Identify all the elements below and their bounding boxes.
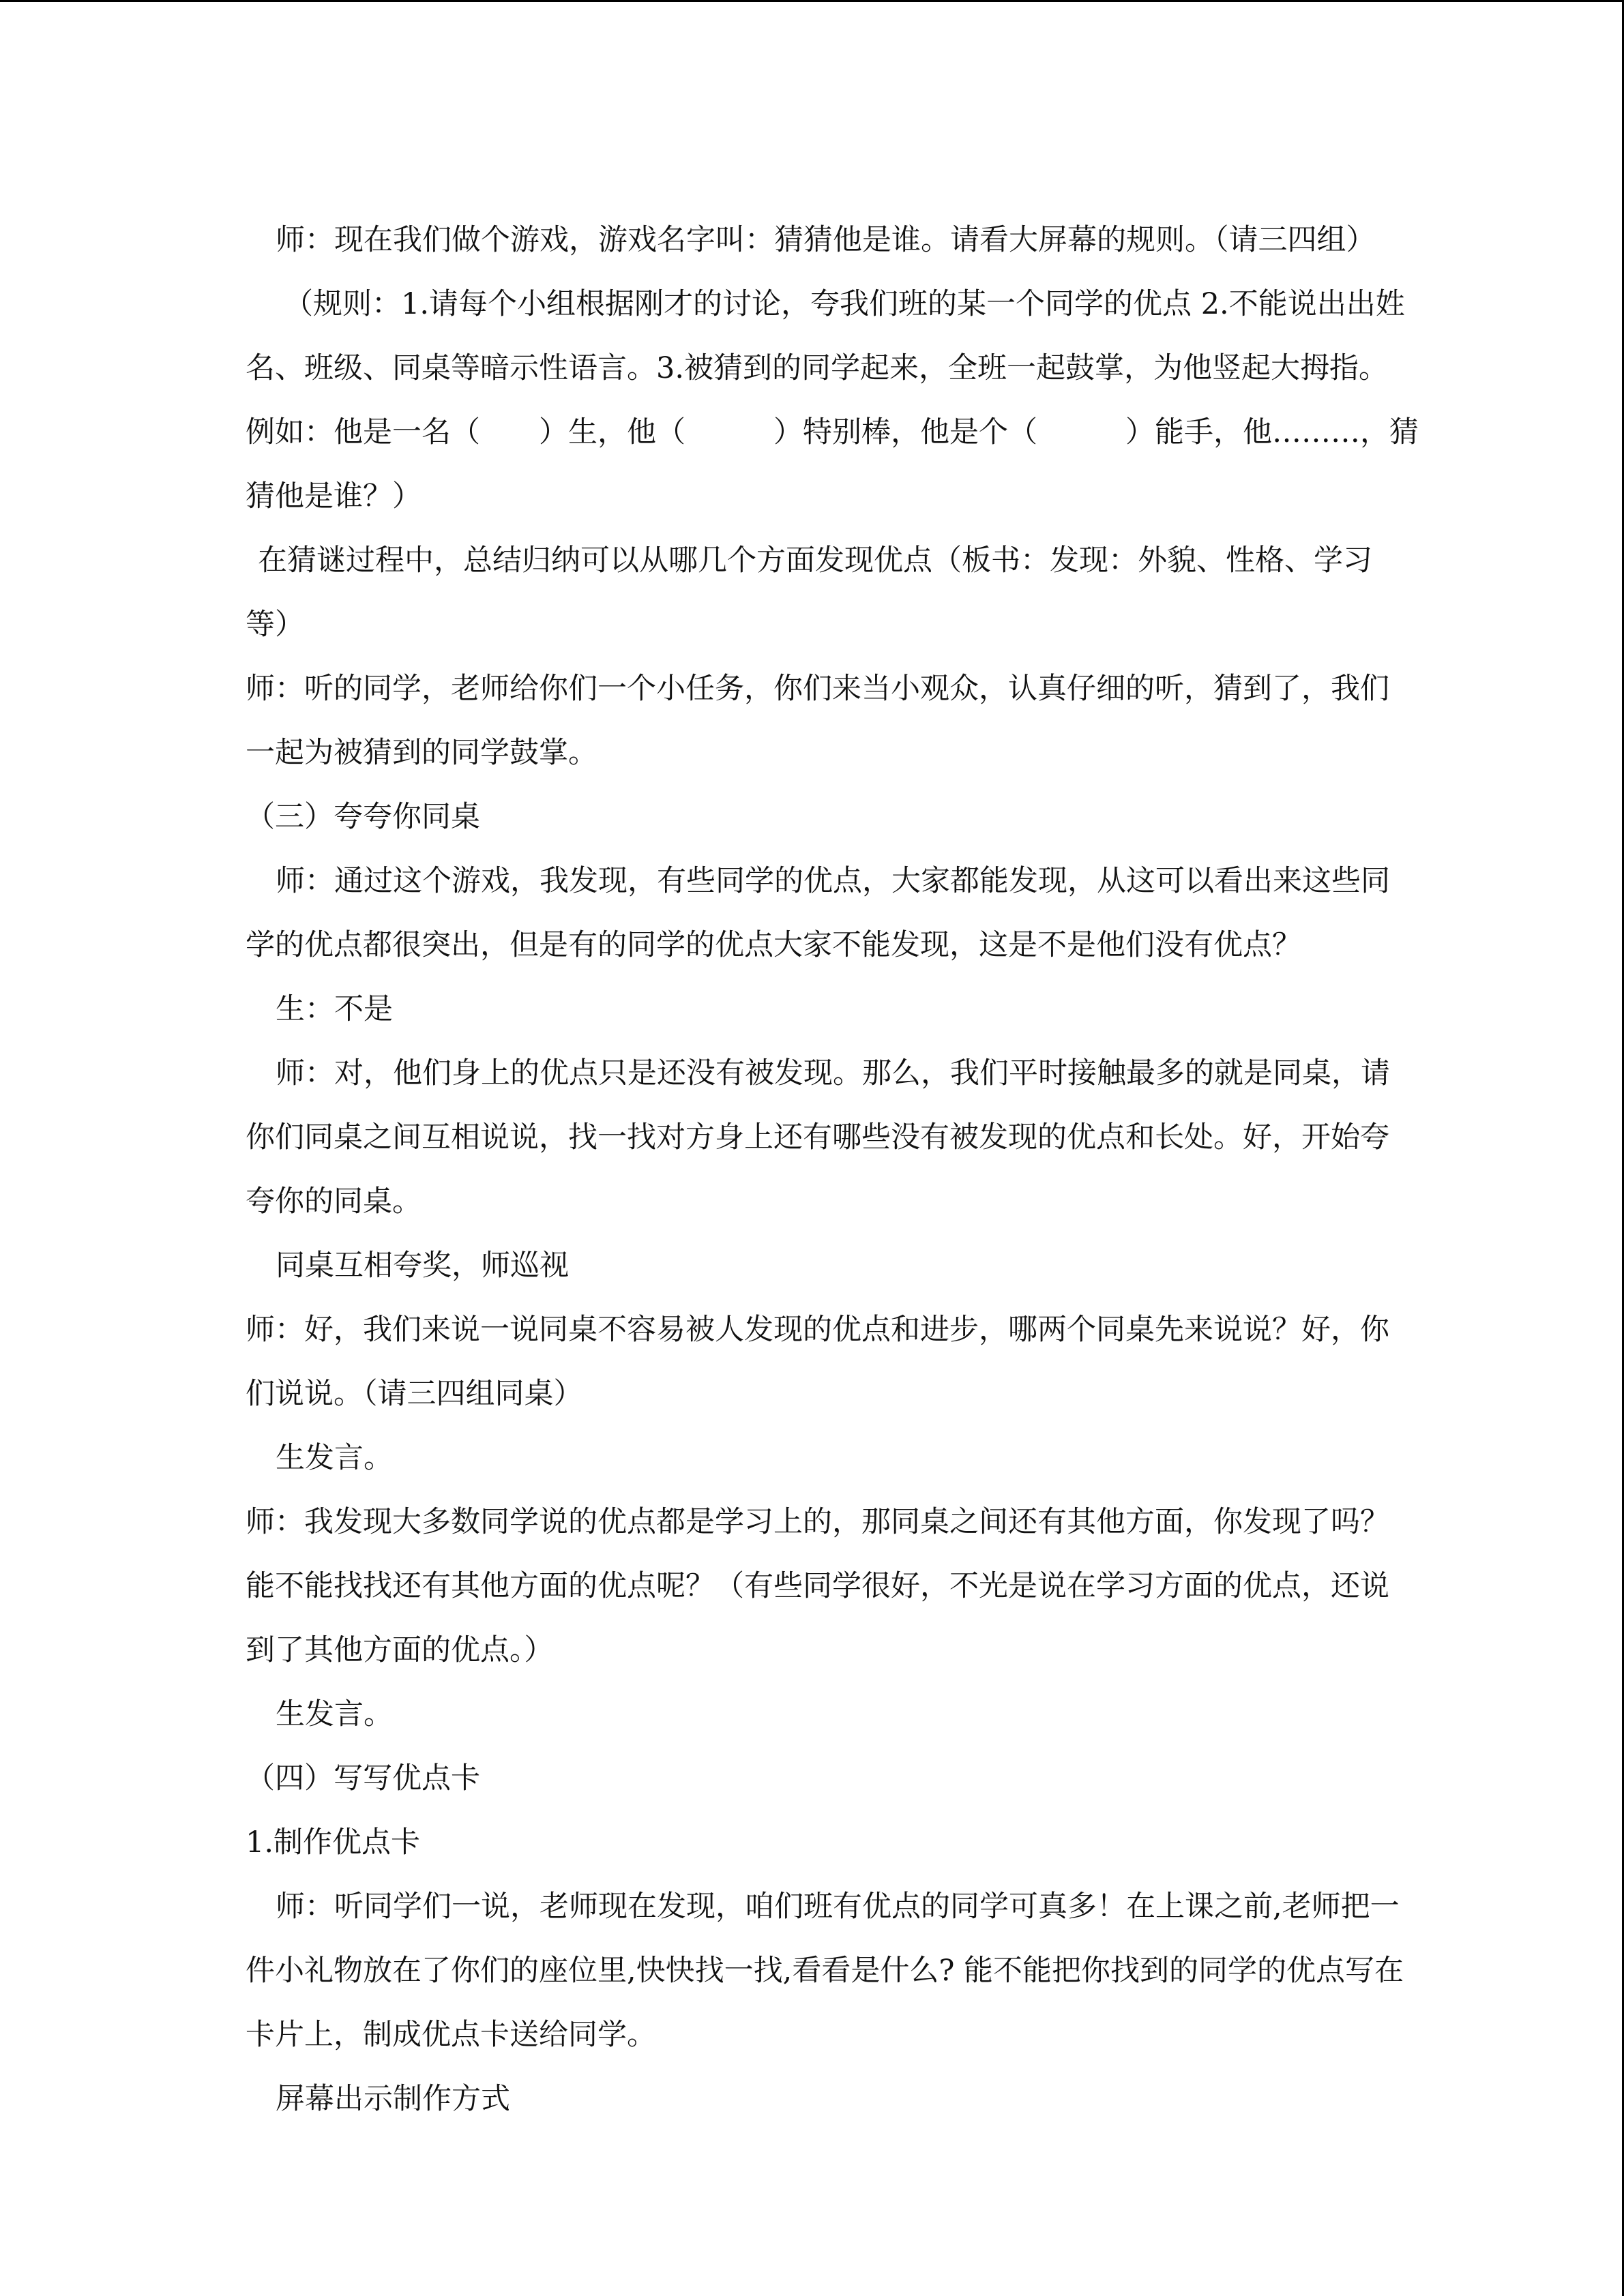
paragraph-line: （规则：1.请每个小组根据刚才的讨论，夸我们班的某一个同学的优点 2.不能说出出姓 — [284, 287, 1405, 321]
paragraph-line: 师：通过这个游戏，我发现，有些同学的优点，大家都能发现，从这可以看出来这些同 — [276, 864, 1390, 898]
paragraph-line: 等） — [246, 608, 304, 642]
paragraph-line: 师：我发现大多数同学说的优点都是学习上的，那同桌之间还有其他方面，你发现了吗？ — [246, 1505, 1389, 1539]
page-top-border — [0, 0, 1624, 2]
paragraph-line: 能不能找找还有其他方面的优点呢？（有些同学很好，不光是说在学习方面的优点，还说 — [246, 1569, 1389, 1603]
paragraph-line: 师：现在我们做个游戏，游戏名字叫：猜猜他是谁。请看大屏幕的规则。（请三四组） — [276, 223, 1376, 257]
paragraph-line: 卡片上，制成优点卡送给同学。 — [246, 2018, 656, 2052]
paragraph-line: 你们同桌之间互相说说，找一找对方身上还有哪些没有被发现的优点和长处。好，开始夸 — [246, 1120, 1389, 1154]
paragraph-line: 猜他是谁？） — [246, 479, 422, 513]
paragraph-line: 生发言。 — [276, 1441, 393, 1475]
paragraph-line: 例如：他是一名（ ）生，他（ ）特别棒，他是个（ ）能手，他………，猜 — [246, 415, 1419, 449]
paragraph-line: 师：听的同学，老师给你们一个小任务，你们来当小观众，认真仔细的听，猜到了，我们 — [246, 672, 1389, 706]
paragraph-line: 件小礼物放在了你们的座位里,快快找一找,看看是什么? 能不能把你找到的同学的优点写在 — [246, 1954, 1404, 1988]
paragraph-line: 到了其他方面的优点。） — [246, 1633, 554, 1667]
paragraph-line: 夸你的同桌。 — [246, 1184, 422, 1219]
paragraph-line: 生发言。 — [276, 1697, 393, 1731]
document-body — [246, 208, 1419, 2131]
paragraph-line: 学的优点都很突出，但是有的同学的优点大家不能发现，这是不是他们没有优点？ — [246, 928, 1301, 962]
section-heading: （三）夸夸你同桌 — [246, 800, 480, 834]
paragraph-line: 师：对，他们身上的优点只是还没有被发现。那么，我们平时接触最多的就是同桌，请 — [276, 1056, 1390, 1090]
paragraph-line: 们说说。（请三四组同桌） — [246, 1377, 583, 1411]
paragraph-line: 生：不是 — [276, 992, 393, 1026]
paragraph-line: 一起为被猜到的同学鼓掌。 — [246, 736, 597, 770]
paragraph-line: 师：好，我们来说一说同桌不容易被人发现的优点和进步，哪两个同桌先来说说？好，你 — [246, 1313, 1389, 1347]
paragraph-line: 同桌互相夸奖，师巡视 — [276, 1249, 569, 1283]
paragraph-line: 屏幕出示制作方式 — [276, 2082, 510, 2116]
section-heading: （四）写写优点卡 — [246, 1761, 480, 1795]
paragraph-line: 在猜谜过程中，总结归纳可以从哪几个方面发现优点（板书：发现：外貌、性格、学习 — [258, 543, 1372, 578]
subsection-heading: 1.制作优点卡 — [246, 1825, 421, 1860]
paragraph-line: 名、班级、同桌等暗示性语言。3.被猜到的同学起来，全班一起鼓掌，为他竖起大拇指。 — [246, 351, 1389, 385]
paragraph-line: 师：听同学们一说，老师现在发现，咱们班有优点的同学可真多！在上课之前,老师把一 — [276, 1890, 1400, 1924]
